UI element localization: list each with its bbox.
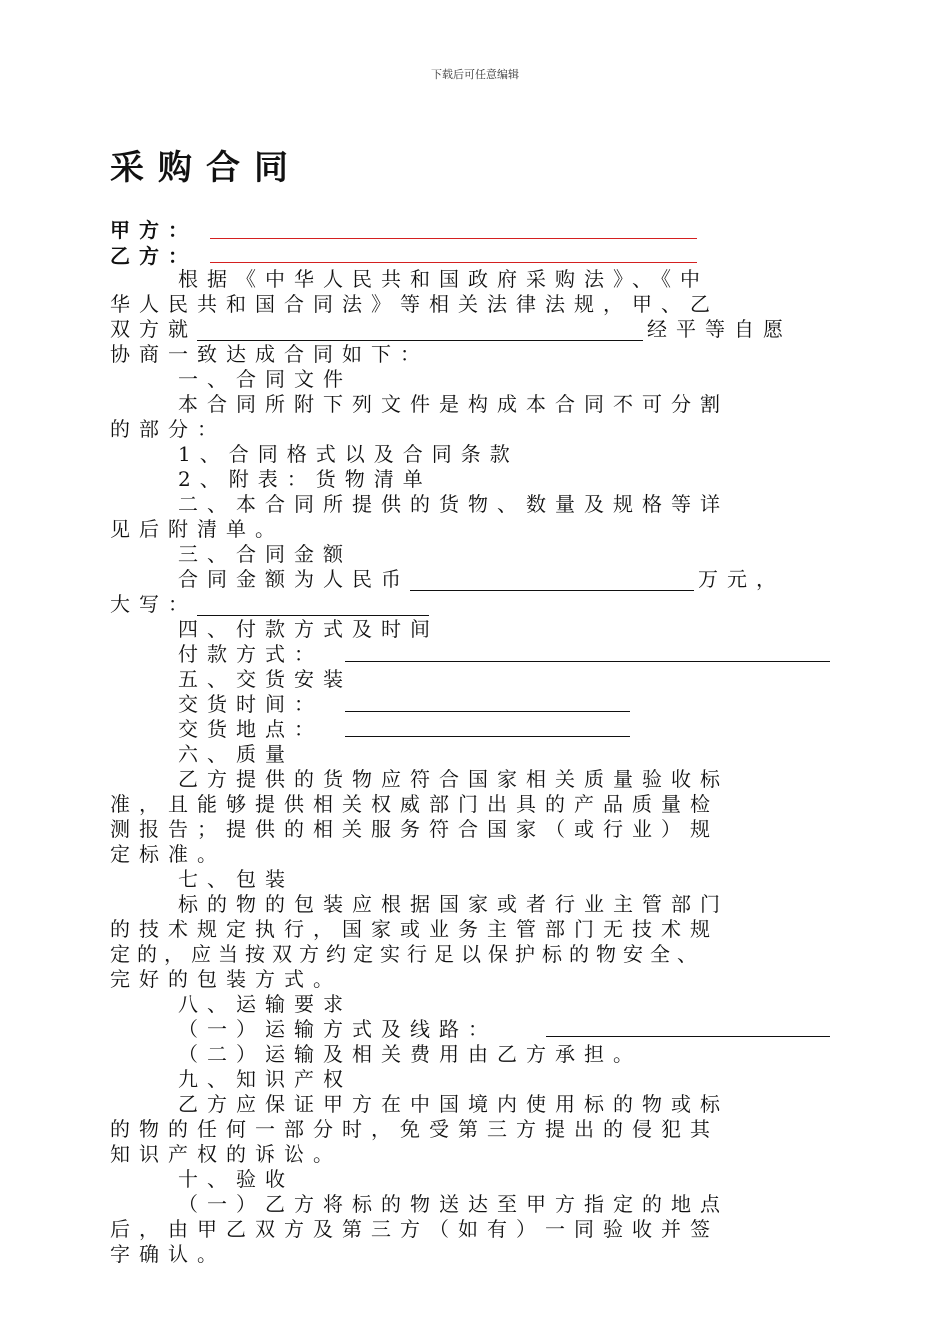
text-line: 交货地点： (178, 717, 323, 741)
text-line: 后，由甲乙双方及第三方（如有）一同验收并签 (110, 1217, 719, 1241)
text-line: 华人民共和国合同法》等相关法律法规，甲、乙 (110, 292, 719, 316)
subject-field[interactable] (197, 322, 643, 341)
text-line: 的技术规定执行，国家或业务主管部门无技术规 (110, 917, 719, 941)
amount-field[interactable] (410, 572, 694, 591)
amount-words-field[interactable] (197, 597, 429, 616)
text-line: 的物的任何一部分时，免受第三方提出的侵犯其 (110, 1117, 719, 1141)
section-heading: 十、验收 (178, 1167, 294, 1191)
text-line: 完好的包装方式。 (110, 967, 342, 991)
text-line: 付款方式： (178, 642, 323, 666)
transport-route-field[interactable] (546, 1036, 830, 1037)
header-note: 下载后可任意编辑 (431, 68, 519, 81)
section-heading: 三、合同金额 (178, 542, 352, 566)
text-line: 双方就 (110, 317, 197, 341)
text-line: 字确认。 (110, 1242, 226, 1266)
payment-method-field[interactable] (345, 661, 830, 662)
text-line: 合同金额为人民币 (178, 567, 410, 591)
text-line: 见后附清单。 (110, 517, 284, 541)
text-line: 乙方提供的货物应符合国家相关质量验收标 (178, 767, 729, 791)
section-heading: 五、交货安装 (178, 667, 352, 691)
text-line: 根据《中华人民共和国政府采购法》、《中 (178, 267, 709, 291)
text-line: 经平等自愿 (647, 317, 792, 341)
text-line: （一）运输方式及线路： (178, 1017, 497, 1041)
delivery-time-field[interactable] (345, 711, 630, 712)
party-b-field[interactable] (210, 262, 697, 263)
text-line: 本合同所附下列文件是构成本合同不可分割 (178, 392, 729, 416)
party-b-label: 乙方： (110, 244, 197, 268)
text-line: 定标准。 (110, 842, 226, 866)
text-line: （一）乙方将标的物送达至甲方指定的地点 (178, 1192, 729, 1216)
party-a-label: 甲方： (110, 218, 197, 242)
section-heading: 六、质量 (178, 742, 294, 766)
section-heading: 二、本合同所提供的货物、数量及规格等详 (178, 492, 729, 516)
text-line: 标的物的包装应根据国家或者行业主管部门 (178, 892, 729, 916)
section-heading: 七、包装 (178, 867, 294, 891)
delivery-location-field[interactable] (345, 736, 630, 737)
text-line: 交货时间： (178, 692, 323, 716)
text-line: 测报告；提供的相关服务符合国家（或行业）规 (110, 817, 719, 841)
section-heading: 四、付款方式及时间 (178, 617, 439, 641)
text-line: 乙方应保证甲方在中国境内使用标的物或标 (178, 1092, 729, 1116)
party-a-field[interactable] (210, 238, 697, 239)
section-heading: 一、合同文件 (178, 367, 352, 391)
text-line: 的部分： (110, 417, 226, 441)
text-line: 定的，应当按双方约定实行足以保护标的物安全、 (110, 942, 704, 966)
text-line: 1、合同格式以及合同条款 (178, 442, 519, 466)
text-line: 大写： (110, 592, 197, 616)
text-line: 万元， (698, 567, 785, 591)
text-line: 协商一致达成合同如下： (110, 342, 429, 366)
text-line: 知识产权的诉讼。 (110, 1142, 342, 1166)
section-heading: 九、知识产权 (178, 1067, 352, 1091)
text-line: 2、附表：货物清单 (178, 467, 432, 491)
text-line: （二）运输及相关费用由乙方承担。 (178, 1042, 642, 1066)
text-line: 准，且能够提供相关权威部门出具的产品质量检 (110, 792, 719, 816)
document-title: 采购合同 (110, 148, 302, 188)
section-heading: 八、运输要求 (178, 992, 352, 1016)
